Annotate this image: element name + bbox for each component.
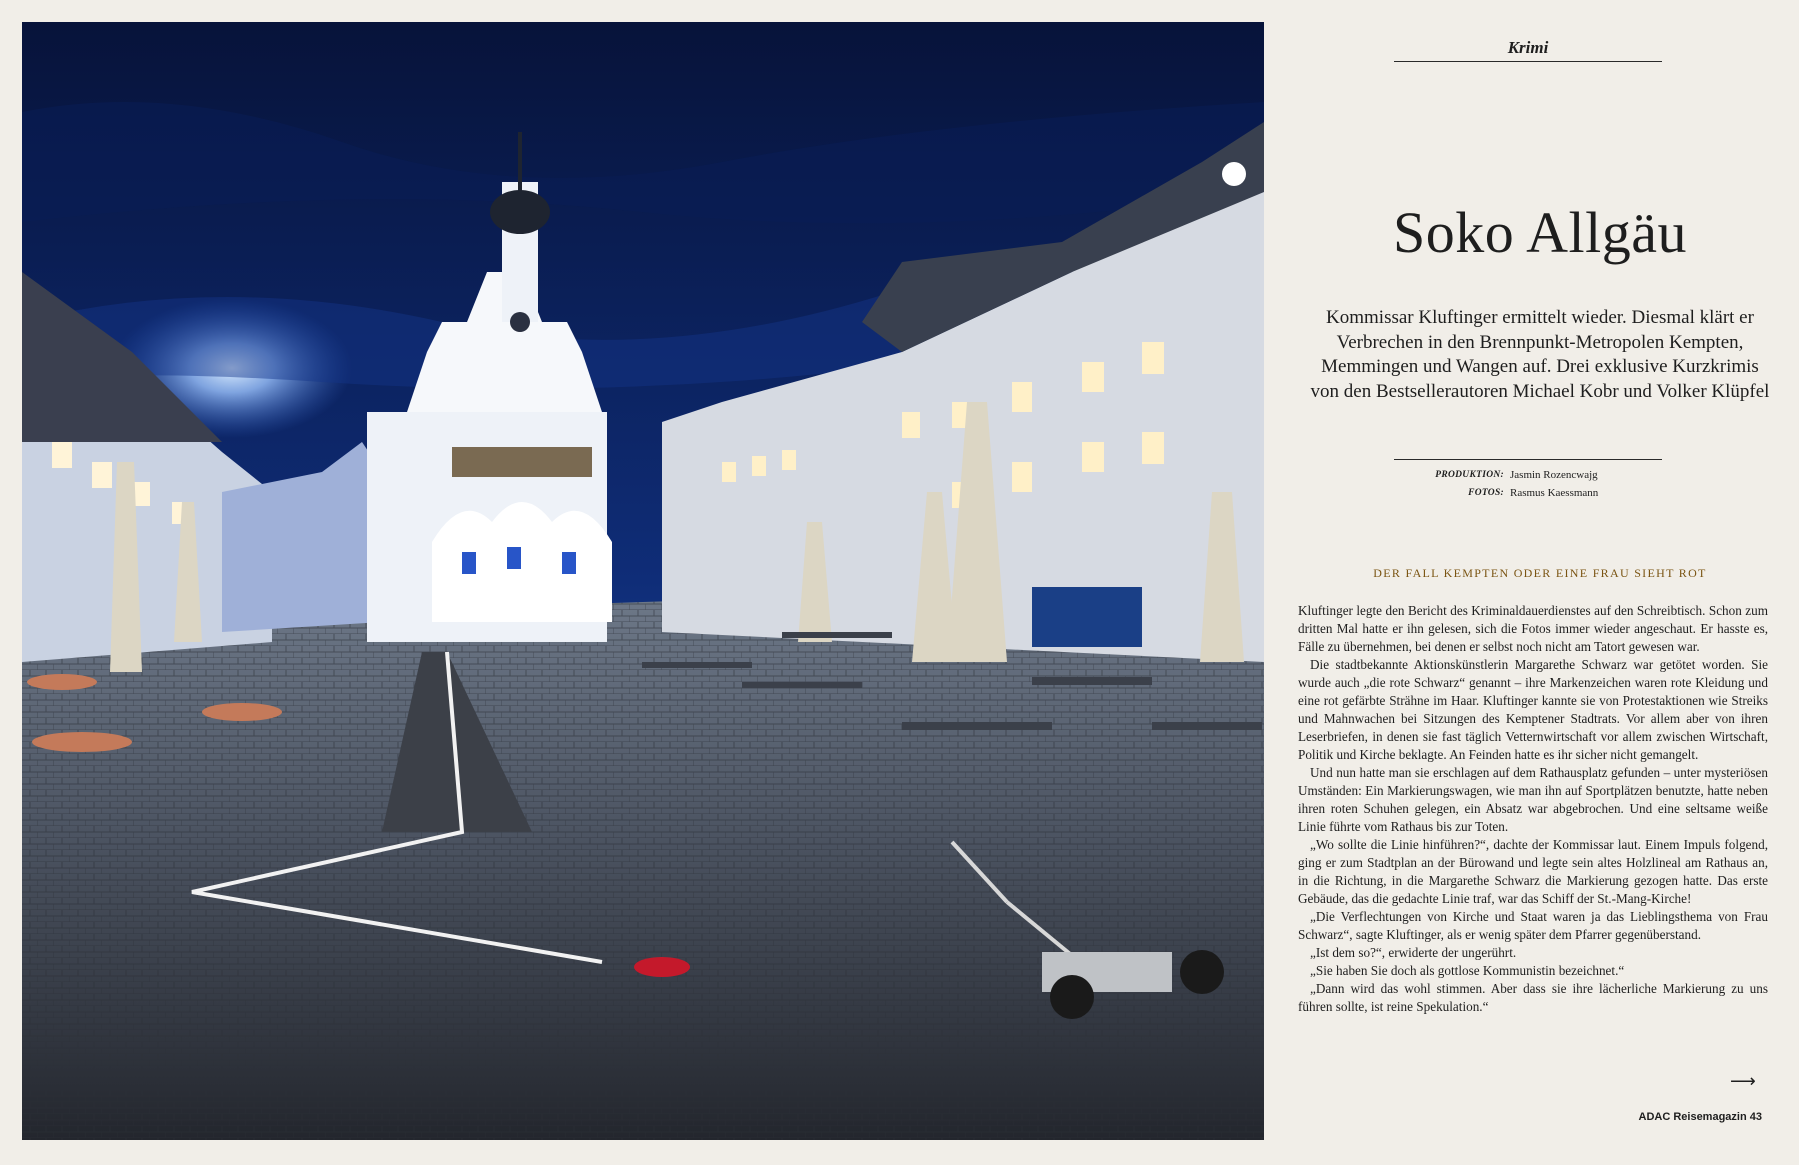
night-square-illustration (22, 22, 1264, 1140)
credits-rule (1394, 459, 1662, 460)
credit-value: Jasmin Rozencwajg (1510, 469, 1598, 481)
credit-production (1394, 466, 1662, 484)
story-heading: DER FALL KEMPTEN ODER EINE FRAU SIEHT ROT (1373, 566, 1707, 580)
red-shoes (634, 957, 690, 977)
credit-value: Rasmus Kaessmann (1510, 487, 1599, 499)
credit-label: FOTOS: (1468, 488, 1504, 498)
street-lamp (1222, 162, 1246, 186)
body-paragraph: „Dann wird das wohl stimmen. Aber dass sie ihre lächerliche Markierung zu uns führen sollte, ist reine Spekulation.“ (1298, 981, 1768, 1014)
article-intro: Kommissar Kluftinger ermittelt wieder. Diesmal klärt er Verbrechen in den Brennpunkt-Metropolen Kempten, Memmingen und Wangen auf. Drei exklusive Kurzkrimis von den Bestsellerautoren Michael Kobr und Volker Klüpfel (1310, 307, 1770, 402)
body-paragraph: „Die Verflechtungen von Kirche und Staat waren ja das Lieblingsthema von Frau Schwarz“, sagte Kluftinger, als er wenig später dem Pfarrer gegenüberstand. (1298, 909, 1768, 942)
body-paragraph: „Ist dem so?“, erwiderte der ungerührt. (1310, 945, 1517, 960)
credit-photos (1394, 484, 1662, 502)
article-title: Soko Allgäu (1393, 199, 1687, 265)
body-paragraph: „Sie haben Sie doch als gottlose Kommunistin bezeichnet.“ (1310, 963, 1625, 978)
kicker-rule (1394, 61, 1662, 62)
body-paragraph: Kluftinger legte den Bericht des Kriminaldauerdienstes auf den Schreibtisch. Schon zum dritten Mal hatte er ihn gelesen, sich die Fotos immer wieder angeschaut. Er hasste es, Fälle zu übernehmen, bei denen er selbst noch nicht am Tatort gewesen war. (1298, 603, 1768, 654)
credit-label: PRODUKTION: (1435, 470, 1504, 480)
shop-window (1032, 587, 1142, 647)
cover-photo (22, 22, 1264, 1140)
section-kicker: Krimi (1507, 38, 1549, 57)
body-paragraph: Und nun hatte man sie erschlagen auf dem Rathausplatz gefunden – unter mysteriösen Umständen: Ein Markierungswagen, wie man ihn auf Sportplätzen benutzte, hatte neben ihren roten Schuhen gelegen, ein Absatz war abgebrochen. Und eine seltsame weiße Linie führte vom Rathaus bis zur Toten. (1298, 765, 1768, 834)
article-column (1290, 0, 1790, 1165)
body-paragraph: Die stadtbekannte Aktionskünstlerin Margarethe Schwarz war getötet worden. Sie wurde auch „die rote Schwarz“ genannt – ihre Markenzeichen waren rote Kleidung und eine rot gefärbte Strähne im Haar. Kluftinger kannte sie von Protestaktionen wie Streiks und Mahnwachen bei Sitzungen des Kemptener Stadtrats. Vor allem aber von ihren Leserbriefen, in denen sie fast täglich Vetternwirtschaft vor allem zwischen Wirtschaft, Politik und Kirche beklagte. An Feinden hatte es ihr sicher nicht gemangelt. (1298, 657, 1768, 762)
credits (1394, 466, 1662, 502)
body-paragraph: „Wo sollte die Linie hinführen?“, dachte der Kommissar laut. Einem Impuls folgend, ging er zum Stadtplan an der Bürowand und legte sein altes Holzlineal am Rathaus an, in die Richtung, in die Margarethe Schwarz die Markierung gezogen hatte. Das erste Gebäude, das die gedachte Linie traf, war das Schiff der St.-Mang-Kirche! (1298, 837, 1768, 906)
page-folio: ADAC Reisemagazin 43 (1638, 1111, 1762, 1123)
story-body (1298, 602, 1768, 1016)
continue-arrow-icon: ⟶ (1730, 1071, 1756, 1092)
